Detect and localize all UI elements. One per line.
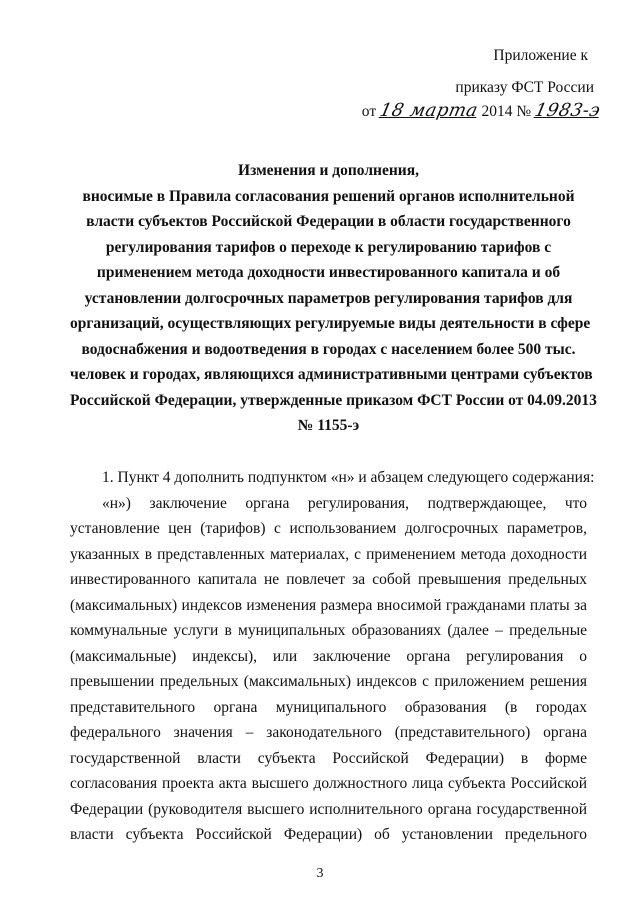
title-line: Изменения и дополнения, — [238, 162, 419, 179]
body-line: инвестированного капитала не повлечет за собой превышения предельных — [70, 571, 587, 588]
title-line: установлении долгосрочных параметров регулирования тарифов для — [84, 289, 573, 307]
body-line: Федерации (руководителя высшего исполнительного органа государственной — [70, 800, 587, 818]
annex-date-number — [361, 100, 603, 122]
handwritten-date: 18 марта — [377, 100, 480, 121]
body-line: «н») заключение органа регулирования, подтверждающее, что — [102, 494, 587, 512]
document-body — [70, 465, 595, 848]
body-line: превышении предельных (максимальных) индексов с приложением решения — [70, 673, 587, 690]
title-line: Российской Федерации, утвержденные приказом ФСТ России от 04.09.2013 — [70, 391, 597, 409]
body-line: представительного органа муниципального образования (в городах — [70, 698, 587, 716]
body-line: согласования проекта акта высшего должностного лица субъекта Российской — [70, 775, 587, 792]
body-line: федерального значения – законодательного (представительного) органа — [70, 724, 587, 741]
annex-order-reference: приказу ФСТ России — [455, 79, 594, 96]
annex-label: Приложение к — [493, 47, 588, 64]
body-line: власти субъекта Российской Федерации) об установлении предельного — [70, 826, 587, 843]
title-line: вносимые в Правила согласования решений органов исполнительной — [82, 187, 575, 205]
body-line: (максимальные) индексы), или заключение органа регулирования о — [70, 647, 587, 665]
body-line: 1. Пункт 4 дополнить подпунктом «н» и абзацем следующего содержания: — [102, 469, 595, 486]
body-line: (максимальных) индексов изменения размера вносимой гражданами платы за — [70, 596, 587, 614]
year-number-prefix: 2014 № — [481, 103, 532, 120]
title-line: власти субъектов Российской Федерации в области государственного — [86, 213, 571, 230]
title-line: человек и городах, являющихся административными центрами субъектов — [70, 366, 593, 383]
title-line: водоснабжения и водоотведения в городах с населением более 500 тыс. — [81, 340, 576, 358]
handwritten-number: 1983-э — [532, 100, 603, 121]
page-number: 3 — [316, 866, 324, 881]
body-line: коммунальные услуги в муниципальных образованиях (далее – предельные — [70, 622, 587, 639]
title-line: регулирования тарифов о переходе к регулированию тарифов с — [105, 238, 552, 256]
title-line: № 1155-э — [297, 417, 360, 434]
body-line: указанных в представленных материалах, с применением метода доходности — [70, 545, 587, 563]
body-line: установление цен (тарифов) с использованием долгосрочных параметров, — [70, 520, 587, 537]
title-line: организаций, осуществляющих регулируемые виды деятельности в сфере — [70, 315, 591, 332]
body-line: государственной власти субъекта Российской Федерации) в форме — [70, 749, 587, 767]
date-prefix: от — [361, 103, 377, 120]
document-title — [70, 158, 597, 439]
title-line: применением метода доходности инвестированного капитала и об — [96, 264, 561, 281]
